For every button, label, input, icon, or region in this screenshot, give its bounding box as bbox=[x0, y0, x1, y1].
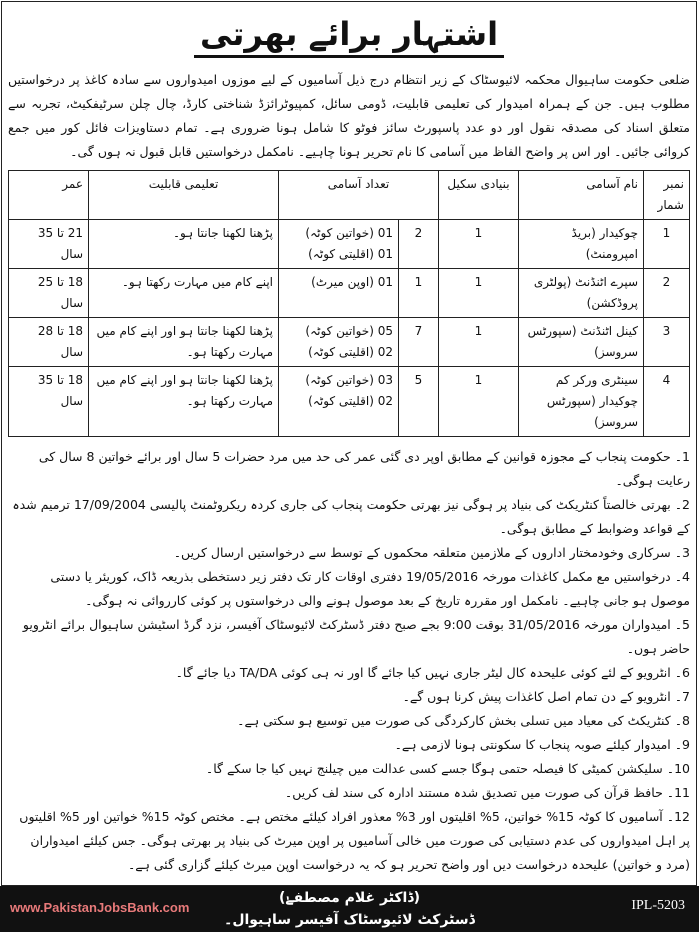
term-item: 10۔ سلیکشن کمیٹی کا فیصلہ حتمی ہوگا جسے کسی عدالت میں چیلنج نہیں کیا جا سکے گا۔ bbox=[205, 761, 690, 776]
quota-line: 01 (اوپن میرٹ) bbox=[311, 275, 393, 289]
signatory-title: ڈسٹرکٹ لائیوسٹاک آفیسر ساہیوال۔ bbox=[224, 912, 475, 928]
qualification-cell: پڑھنا لکھنا جانتا ہو اور اپنے کام میں مہارت رکھتا ہو۔ bbox=[89, 367, 279, 437]
count-total-cell: 1 bbox=[399, 269, 439, 318]
quota-line: 05 (خواتین کوٹہ) bbox=[305, 324, 393, 338]
count-breakdown-cell bbox=[279, 367, 399, 437]
scale-cell: 1 bbox=[439, 367, 519, 437]
quota-line: 02 (اقلیتی کوٹہ) bbox=[308, 394, 393, 408]
quota-line: 01 (خواتین کوٹہ) bbox=[305, 226, 393, 240]
count-breakdown-cell bbox=[279, 318, 399, 367]
term-item: 1۔ حکومت پنجاب کے مجوزہ قوانین کے مطابق اوپر دی گئی عمر کی حد میں مرد حضرات 5 سال اور برائے خواتین 8 سال کی رعایت ہوگی۔ bbox=[38, 449, 690, 488]
post-cell: کینل اٹنڈنٹ (سپورٹس سروسز) bbox=[519, 318, 644, 367]
term-item: 6۔ انٹرویو کے لئے کوئی علیحدہ کال لیٹر جاری نہیں کیا جائے گا اور نہ ہی کوئی TA/DA دیا جائے گا۔ bbox=[175, 665, 690, 680]
quota-line: 02 (اقلیتی کوٹہ) bbox=[308, 345, 393, 359]
vacancy-table bbox=[8, 170, 690, 437]
header-count: تعداد آسامی bbox=[279, 171, 439, 220]
count-total-cell: 7 bbox=[399, 318, 439, 367]
age-cell: 18 تا 25 سال bbox=[9, 269, 89, 318]
scale-cell: 1 bbox=[439, 318, 519, 367]
table-row bbox=[9, 220, 690, 269]
table-row bbox=[9, 367, 690, 437]
post-cell: چوکیدار (بریڈ امپرومنٹ) bbox=[519, 220, 644, 269]
serial-cell: 1 bbox=[644, 220, 690, 269]
quota-line: 01 (اقلیتی کوٹہ) bbox=[308, 247, 393, 261]
scale-cell: 1 bbox=[439, 269, 519, 318]
post-cell: سینٹری ورکر کم چوکیدار (سپورٹس سروسز) bbox=[519, 367, 644, 437]
serial-cell: 4 bbox=[644, 367, 690, 437]
serial-cell: 2 bbox=[644, 269, 690, 318]
term-item: 9۔ امیدوار کیلئے صوبہ پنجاب کا سکونتی ہونا لازمی ہے۔ bbox=[394, 737, 690, 752]
post-cell: سپرے اٹنڈنٹ (پولٹری پروڈکشن) bbox=[519, 269, 644, 318]
intro-paragraph: ضلعی حکومت ساہیوال محکمہ لائیوسٹاک کے زیر انتظام درج ذیل آسامیوں کے لیے موزوں امیدواروں سے سادہ کاغذ پر درخواستیں مطلوب ہیں۔ جن کے ہمراہ امیدوار کی تعلیمی قابلیت، ڈومی سائل، کمپیوٹرائزڈ شناختی کارڈ، چال چلن سرٹیفکیٹ، تجربہ سے متعلق اسناد کی مصدقہ نقول اور دو عدد پاسپورٹ سائز فوٹو کا شامل ہونا ضروری ہے۔ تمام دستاویزات فائل کور میں جمع کروائی جائیں۔ اور اس پر واضح الفاظ میں آسامی کا نام تحریر ہونا چاہیے۔ نامکمل درخواستیں قابل قبول نہ ہوں گی۔ bbox=[8, 72, 690, 159]
header-post: نام آسامی bbox=[519, 171, 644, 220]
signatory-name: (ڈاکٹر غلام مصطفےٰ) bbox=[279, 890, 420, 906]
header-serial: نمبر شمار bbox=[644, 171, 690, 220]
term-item: 12۔ آسامیوں کا کوٹہ 15% خواتین، 5% اقلیتوں اور 3% معذور افراد کیلئے مختص ہے۔ مختص کوٹہ 15% خواتین اور 5% اقلیتوں پر اہل امیدواروں کی عدم دستیابی کی صورت میں خالی آسامیوں پر اوپن میرٹ کی بنیاد پر بھرتی ہوگی۔ جس کیلئے امیدواران (مرد و خواتین) علیحدہ درخواست دیں اور واضح تحریر ہو کہ یہ درخواست اوپن میرٹ کیلئے گزاری گئی ہے۔ bbox=[19, 809, 690, 872]
age-cell: 21 تا 35 سال bbox=[9, 220, 89, 269]
age-cell: 18 تا 28 سال bbox=[9, 318, 89, 367]
title-text: اشتہار برائے بھرتی bbox=[194, 15, 504, 58]
watermark: www.PakistanJobsBank.com bbox=[10, 900, 190, 915]
ad-code: IPL-5203 bbox=[631, 898, 685, 913]
scale-cell: 1 bbox=[439, 220, 519, 269]
count-total-cell: 2 bbox=[399, 220, 439, 269]
terms-list bbox=[8, 445, 690, 877]
table-header-row bbox=[9, 171, 690, 220]
footer-band bbox=[0, 886, 699, 932]
count-breakdown-cell bbox=[279, 220, 399, 269]
header-age: عمر bbox=[9, 171, 89, 220]
header-qualification: تعلیمی قابلیت bbox=[89, 171, 279, 220]
header-scale: بنیادی سکیل bbox=[439, 171, 519, 220]
serial-cell: 3 bbox=[644, 318, 690, 367]
age-cell: 18 تا 35 سال bbox=[9, 367, 89, 437]
qualification-cell: پڑھنا لکھنا جانتا ہو اور اپنے کام میں مہارت رکھتا ہو۔ bbox=[89, 318, 279, 367]
table-row bbox=[9, 269, 690, 318]
quota-line: 03 (خواتین کوٹہ) bbox=[305, 373, 393, 387]
count-breakdown-cell bbox=[279, 269, 399, 318]
ad-title bbox=[8, 6, 690, 62]
table-row bbox=[9, 318, 690, 367]
term-item: 2۔ بھرتی خالصتاً کنٹریکٹ کی بنیاد پر ہوگی نیز بھرتی حکومت پنجاب کی جاری کردہ ریکروٹمنٹ پالیسی 17/09/2004 ترمیم شدہ کے قواعد وضوابط کے مطابق ہوگی۔ bbox=[12, 497, 690, 536]
term-item: 5۔ امیدواران مورخہ 31/05/2016 بوقت 9:00 بجے صبح دفتر ڈسٹرکٹ لائیوسٹاک آفیسر، نزد گرڈ اسٹیشن ساہیوال برائے انٹرویو حاضر ہوں۔ bbox=[22, 617, 690, 656]
term-item: 8۔ کنٹریکٹ کی معیاد میں تسلی بخش کارکردگی کی صورت میں توسیع ہو سکتی ہے۔ bbox=[237, 713, 690, 728]
ad-border bbox=[1, 1, 697, 886]
term-item: 11۔ حافظ قرآن کی صورت میں تصدیق شدہ مستند ادارہ کی سند لف کریں۔ bbox=[284, 785, 690, 800]
count-total-cell: 5 bbox=[399, 367, 439, 437]
qualification-cell: پڑھنا لکھنا جانتا ہو۔ bbox=[89, 220, 279, 269]
term-item: 7۔ انٹرویو کے دن تمام اصل کاغذات پیش کرنا ہوں گے۔ bbox=[402, 689, 690, 704]
term-item: 3۔ سرکاری وخودمختار اداروں کے ملازمین متعلقہ محکموں کے توسط سے درخواستیں ارسال کریں۔ bbox=[173, 545, 690, 560]
qualification-cell: اپنے کام میں مہارت رکھتا ہو۔ bbox=[89, 269, 279, 318]
term-item: 4۔ درخواستیں مع مکمل کاغذات مورخہ 19/05/2016 دفتری اوقات کار تک دفتر زیر دستخطی بذریعہ ڈاک، کوریئر یا دستی موصول ہو جانی چاہیے۔ نامکمل اور مقررہ تاریخ کے بعد موصول ہونے والی درخواستوں پر کوئی کارروائی نہ ہوگی۔ bbox=[50, 569, 690, 608]
